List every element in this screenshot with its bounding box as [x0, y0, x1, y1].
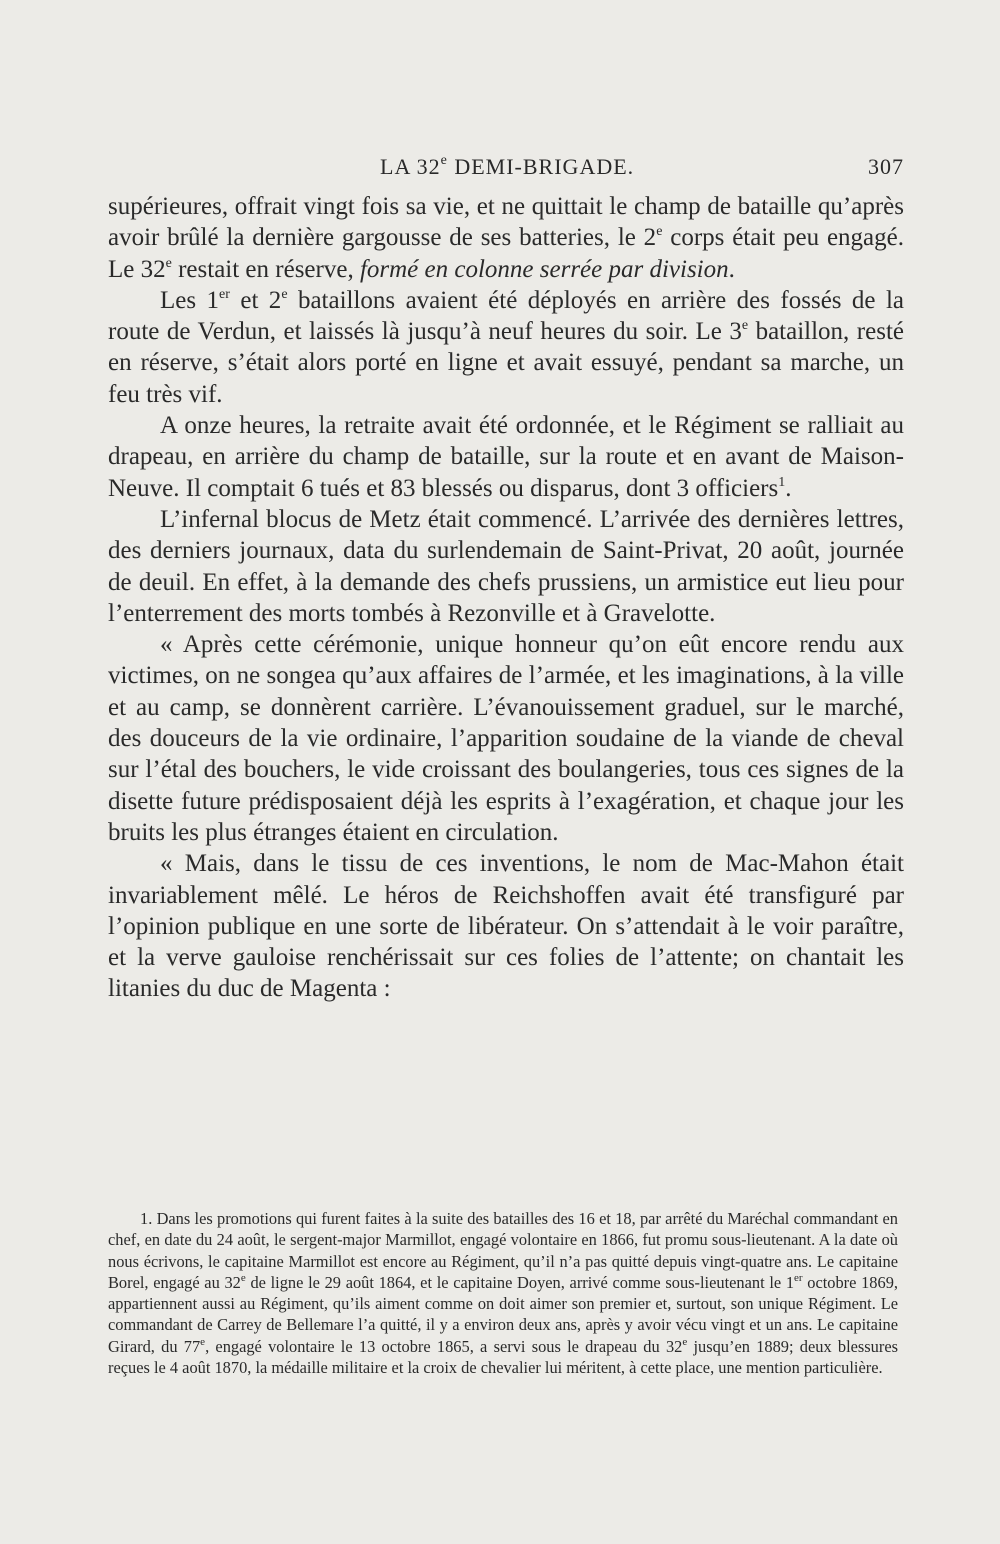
- footnote-ref: 1: [778, 474, 786, 490]
- paragraph: Les 1er et 2e bataillons avaient été déployés en arrière des fossés de la route de Verdun, et laissés là jusqu’à neuf heures du soir. Le 3e bataillon, resté en réserve, s’était alors porté en ligne et avait essuyé, pendant sa marche, un feu très vif.: [108, 286, 905, 408]
- footnote: 1. Dans les promotions qui furent faites à la suite des batailles des 16 et 18, par arrêté du Maréchal commandant en chef, en date du 24 août, le sergent-major Marmillot, engagé volontaire en 1866, fut promu sous-lieutenant. A la date où nous écrivons, le capitaine Marmillot est encore au Régiment, qu’il n’a pas quitté depuis vingt-quatre ans. Le capitaine Borel, engagé au 32e de ligne le 29 août 1864, et le capitaine Doyen, arrivé comme sous-lieutenant le 1er octobre 1869, appartiennent aussi au Régiment, qu’ils aiment comme on doit aimer son premier et, surtout, son unique Régiment. Le commandant de Carrey de Bellemare l’a quitté, il y a environ deux ans, après y avoir vécu vingt et un ans. Le capitaine Girard, du 77e, engagé volontaire le 13 octobre 1865, a servi sous le drapeau du 32e jusqu’en 1889; deux blessures reçues le 4 août 1870, la médaille militaire et la croix de chevalier lui méritent, à cette place, une mention particulière.: [108, 1209, 898, 1378]
- running-title: LA 32e DEMI-BRIGADE.: [380, 153, 635, 179]
- footnotes: [108, 1208, 898, 1378]
- main-text: [108, 191, 904, 1005]
- paragraph: « Après cette cérémonie, unique honneur qu’on eût encore rendu aux victimes, on ne songea qu’aux affaires de l’armée, et les imaginations, à la ville et au camp, se donnèrent carrière. L’évanouissement graduel, sur le marché, des douceurs de la vie ordinaire, l’apparition soudaine de la viande de cheval sur l’étal des bouchers, le vide croissant des boulangeries, tous ces signes de la disette future prédisposaient déjà les esprits à l’exagération, et chaque jour les bruits les plus étranges étaient en circulation.: [108, 631, 904, 846]
- paragraph: supérieures, offrait vingt fois sa vie, et ne quittait le champ de bataille qu’après avoir brûlé la dernière gargousse de ses batteries, le 2e corps était peu engagé. Le 32e restait en réserve, formé en colonne serrée par division.: [108, 193, 904, 283]
- paragraph: « Mais, dans le tissu de ces inventions, le nom de Mac-Mahon était invariablement mêlé. Le héros de Reichshoffen avait été transfiguré par l’opinion publique en une sorte de libérateur. On s’attendait à le voir paraître, et la verve gauloise renchérissait sur ces folies de l’attente; on chantait les litanies du duc de Magenta :: [108, 850, 904, 1003]
- paragraph: L’infernal blocus de Metz était commencé. L’arrivée des dernières lettres, des derniers journaux, data du surlendemain de Saint-Privat, 20 août, journée de deuil. En effet, à la demande des chefs prussiens, un armistice eut lieu pour l’enterrement des morts tombés à Rezonville et à Gravelotte.: [108, 505, 904, 627]
- paragraph: A onze heures, la retraite avait été ordonnée, et le Régiment se ralliait au drapeau, en arrière du champ de bataille, sur la route et en avant de Maison-Neuve. Il comptait 6 tués et 83 blessés ou disparus, dont 3 officiers$^1$.: [108, 412, 904, 502]
- running-header: [108, 150, 904, 184]
- italic-phrase: formé en colonne serrée par division: [359, 255, 729, 283]
- page-number: 307: [868, 154, 904, 179]
